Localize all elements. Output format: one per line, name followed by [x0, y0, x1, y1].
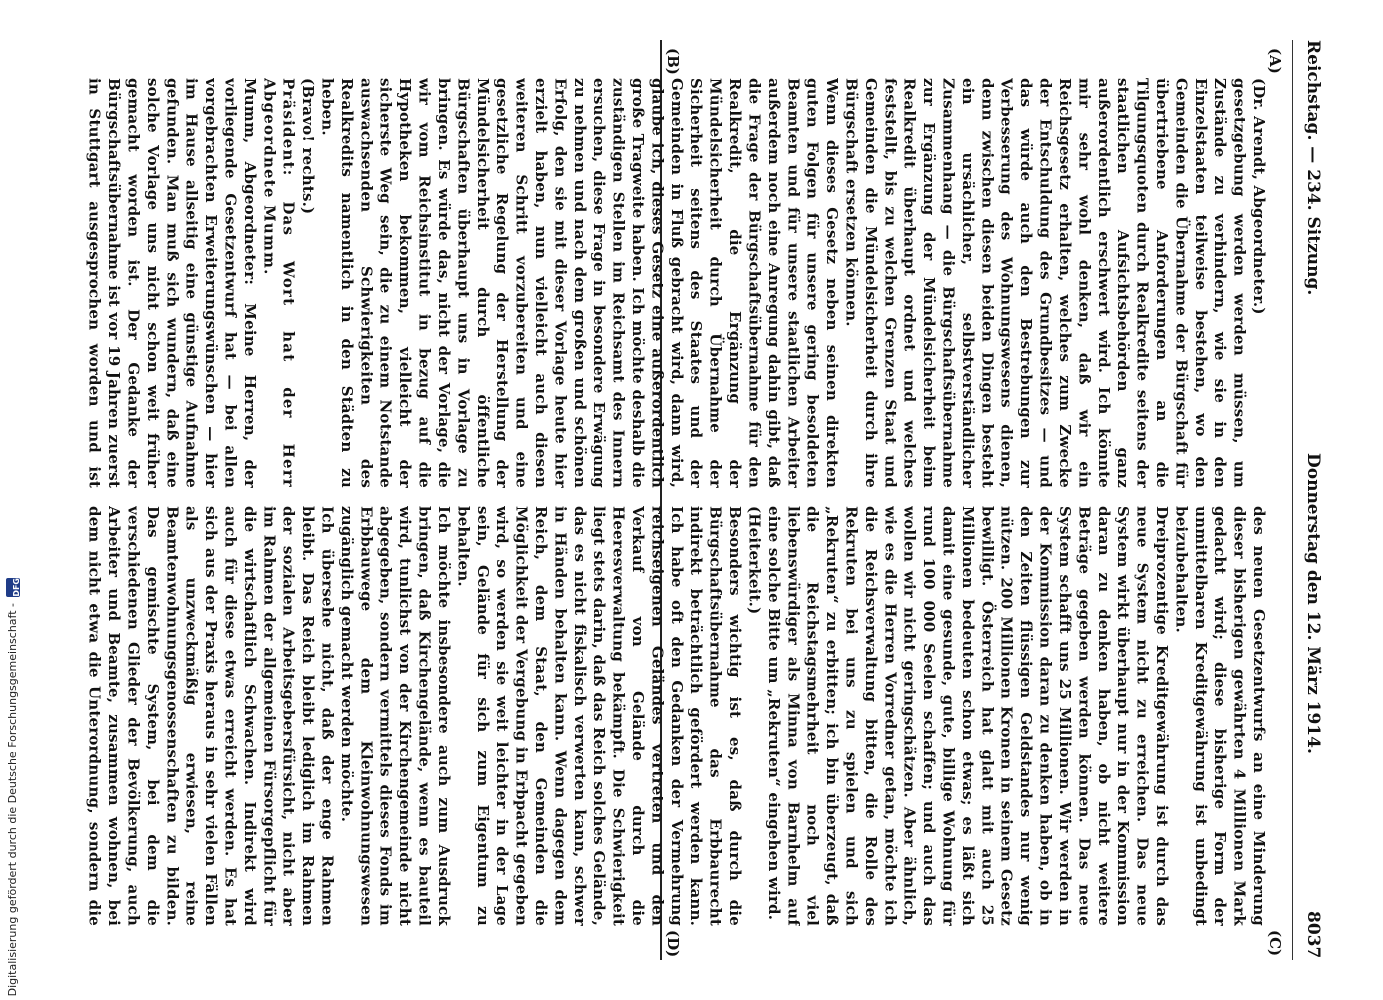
digitization-credit — [4, 577, 22, 996]
paragraph: Wenn dieses Gesetz neben seinen direkten guten Folgen für unsere gering besoldeten Beamten und für unsere staatlichen Arbeiter außerdem noch eine Anregung dahin gibt, daß die Frage der Bürgschaftsübernahme für den Realkredit, die Ergänzung der Mündelsicherheit durch Übernahme der Sicherheit seitens des Staates und der Gemeinden in Fluß gebracht wird, dann wird, glaube ich, dieses Gesetz eine außerordentlich große Tragweite haben. Ich möchte deshalb die zuständigen Stellen im Reichsamt des Innern ersuchen, diese Frage in besondere Erwägung zu nehmen und nach dem großen und schönen Erfolg, den sie mit dieser Vorlage heute hier erzielt haben, nun vielleicht auch diesen weiteren Schritt vorzubereiten und eine gesetzliche Regelung der Herstellung der Mündelsicherheit durch öffentliche Bürgschaften überhaupt uns in Vorlage zu bringen. Es würde das, nicht der Vorlage, die wir vom Reichsinstitut in bezug auf die Hypotheken bekommen, vielleicht der sicherste Weg sein, die zu einem Notstande auswachsenden Schwierigkeiten des Realkredits namentlich in den Städten zu heben. — [318, 78, 842, 488]
column-right — [84, 506, 1268, 926]
president-line: Präsident: Das Wort hat der Herr Abgeordnete Mumm. — [260, 78, 298, 488]
paragraph: Ich möchte insbesondere auch zum Ausdruck bringen, daß Kirchengelände, wenn es bauteil wird, tunlichst von der Kirchengemeinde nicht abgegeben, sondern vermittels dieses Fonds im Erbbauwege dem Kleinwohnungswesen zugänglich gemacht werden möchte. — [337, 506, 453, 926]
paragraph: Mumm, Abgeordneter: Meine Herren, der vorliegende Gesetzentwurf hat — bei allen vorgebrachten Erweiterungswünschen — hier im Hause allseitig eine günstige Aufnahme gefunden. Man muß sich wundern, daß eine solche Vorlage uns nicht schon weit früher gemacht worden ist. Der Gedanke der Bürgschaftsübernahme ist vor 19 Jahren zuerst in Stuttgart ausgesprochen worden und ist — [85, 78, 259, 488]
paragraph: gesetzgebung werden werden müssen, um Zustände zu verhindern, wie sie in den Einzelstaaten teilweise bestehen, wo den Gemeinden die Übernahme der Bürgschaft für übertriebene Anforderungen an die Tilgungsquoten durch Realkredite seitens der staatlichen Aufsichtsbehörden ganz außerordentlich erschwert wird. Ich könnte mir sehr wohl denken, daß wir ein Reichsgesetz erhalten, welches zum Zwecke der Entschuldung des Grundbesitzes — und das würde auch den Bestrebungen zur Verbesserung des Wohnungswesens dienen, denn zwischen diesen beiden Dingen besteht ein ursächlicher, selbstverständlicher Zusammenhang — die Bürgschaftsübernahme zur Ergänzung der Mündelsicherheit beim Realkredit überhaupt ordnet und welches feststellt, bis zu welchen Grenzen Staat und Gemeinden die Mündelsicherheit durch ihre Bürgschaft ersetzen können. — [842, 78, 1249, 488]
dfg-logo-icon: DFG — [6, 578, 20, 597]
interjection: (Heiterkeit.) — [745, 506, 764, 615]
paragraph: Besonders wichtig ist es, daß durch die Bürgschaftsübernahme das Erbbaurecht indirekt beträchtlich gefördert werden kann. Ich habe oft den Gedanken der Vermehrung reichseigenen Geländes vertreten und den Verkauf von Gelände durch die Heeresverwaltung bekämpft. Die Schwierigkeit liegt stets darin, daß das Reich solches Gelände, das es nicht fiskalisch verwerten kann, schwer in Händen behalten kann. Wenn dagegen dem Reich, dem Staat, den Gemeinden die Möglichkeit der Vergebung in Erbpacht gegeben wird, so werden sie weit leichter in der Lage sein, Gelände für sich zum Eigentum zu behalten. — [454, 506, 745, 926]
paragraph: Dreiprozentige Kreditgewährung ist durch das neue System nicht zu erreichen. Das neue System wirkt überhaupt nur in der Kommission daran zu denken haben, ob nicht weitere Beträge gegeben werden können. Das neue System schafft uns 25 Millionen. Wir werden in der Kommission daran zu denken haben, ob in den Zeiten flüssigen Geldstandes nur wenig nützen. 200 Millionen Kronen in seinem Gesetz bewilligt. Österreich hat glatt mit auch 25 Millionen bedeuten schon etwas; es läßt sich damit eine gesunde, gute, billige Wohnung für rund 100 000 Seelen schaffen; und auch das wollen wir nicht geringschätzen. Aber ähnlich, wie es die Herren Vorredner getan, möchte ich die Reichsverwaltung bitten, die Rolle des Rekruten bei uns zu spielen und sich „Rekruten“ zu erbitten; ich bin überzeugt, daß die Reichstagsmehrheit noch viel liebenswürdiger als Minna von Barnhelm auf eine solche Bitte um „Rekruten“ eingehen wird. — [764, 506, 1171, 926]
page-number: 8037 — [1303, 910, 1323, 958]
column-left — [84, 78, 1268, 488]
paragraph: Ich übersehe nicht, daß der enge Rahmen bleibt. Das Reich bleibt lediglich im Rahmen der sozialen Arbeitsgebersfürsicht, nicht aber im Rahmen der allgemeinen Fürsorgepflicht für die wirtschaftlich Schwachen. Indirekt wird auch für diese etwas erreicht werden. Es hat sich aus der Praxis heraus in sehr vielen Fällen als unzweckmäßig erwiesen, reine Beamtenwohnungsgenossenschaften zu bilden. Das gemischte System, bei dem die verschiedenen Glieder der Bevölkerung, auch Arbeiter und Beamte, zusammen wohnen, bei dem nicht etwa die Unterordnung, sondern die — [85, 506, 337, 926]
margin-mark-a: (A) — [1266, 48, 1284, 74]
credit-text: Digitalisierung gefördert durch die Deutsche Forschungsgemeinschaft - — [6, 602, 19, 996]
margin-mark-b: (B) — [664, 48, 682, 75]
paragraph: des neuen Gesetzentwurfs an eine Minderung dieser bisherigen gewährten 4 Millionen Mark gedacht wird; diese bisherige Form der unmittelbaren Kreditgewährung ist unbedingt beizubehalten. — [1172, 506, 1268, 926]
margin-mark-c: (C) — [1266, 930, 1284, 957]
page-header — [1296, 40, 1330, 958]
header-left: Reichstag. — 234. Sitzung. — [1303, 40, 1323, 296]
speaker-reference: (Dr. Arendt, Abgeordneter.) — [1250, 78, 1268, 315]
header-center: Donnerstag den 12. März 1914. — [1303, 452, 1323, 754]
interjection: (Bravo! rechts.) — [299, 78, 318, 215]
header-rule — [1292, 40, 1293, 960]
margin-mark-d: (D) — [664, 930, 682, 958]
